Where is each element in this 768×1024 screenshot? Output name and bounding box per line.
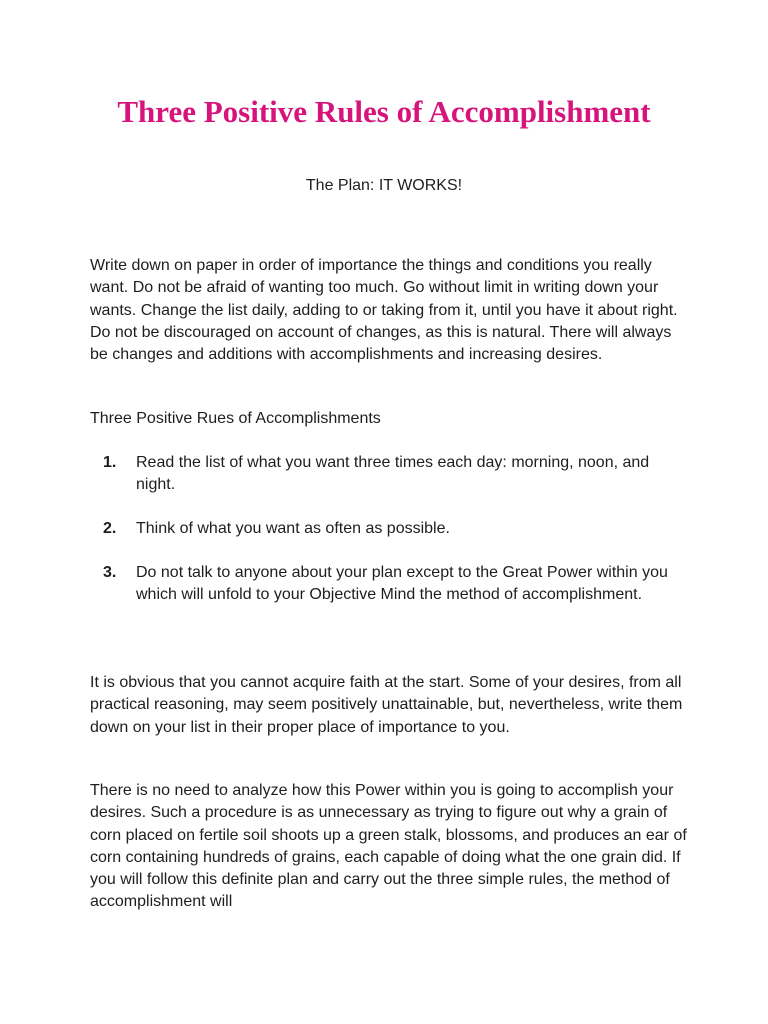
rule-number: 3. [103, 564, 117, 581]
rule-number: 1. [103, 454, 117, 471]
rule-text: Read the list of what you want three times each day: morning, noon, and night. [136, 454, 650, 494]
rule-item [103, 562, 693, 630]
power-paragraph: There is no need to analyze how this Power within you is going to accomplish your desires. Such a procedure is as unnecessary as trying to figure out why a grain of corn placed on fertile soil shoots up a green stalk, blossoms, and produces an ear of corn containing hundreds of grains, each capable of doing what the one grain did. If you will follow this definite plan and carry out the three simple rules, the method of accomplishment will [90, 782, 687, 911]
rule-number: 2. [103, 520, 117, 537]
rules-heading: Three Positive Rues of Accomplishments [90, 410, 381, 427]
rule-text: Think of what you want as often as possible. [136, 520, 450, 537]
rule-item [103, 452, 693, 498]
page-subtitle: The Plan: IT WORKS! [305, 177, 463, 194]
rule-item [103, 518, 693, 542]
faith-paragraph: It is obvious that you cannot acquire faith at the start. Some of your desires, from all practical reasoning, may seem positively unattainable, but, nevertheless, write them down on your list in their proper place of importance to you. [90, 674, 683, 736]
page-title: Three Positive Rules of Accomplishment [117, 94, 651, 129]
intro-paragraph: Write down on paper in order of importance the things and conditions you really want. Do not be afraid of wanting too much. Go without limit in writing down your wants. Change the list daily, adding to or taking from it, until you have it about right. Do not be discouraged on account of changes, as this is natural. There will always be changes and additions with accomplishments and increasing desires. [90, 257, 678, 364]
rule-text: Do not talk to anyone about your plan except to the Great Power within you which will unfold to your Objective Mind the method of accomplishment. [136, 564, 668, 604]
